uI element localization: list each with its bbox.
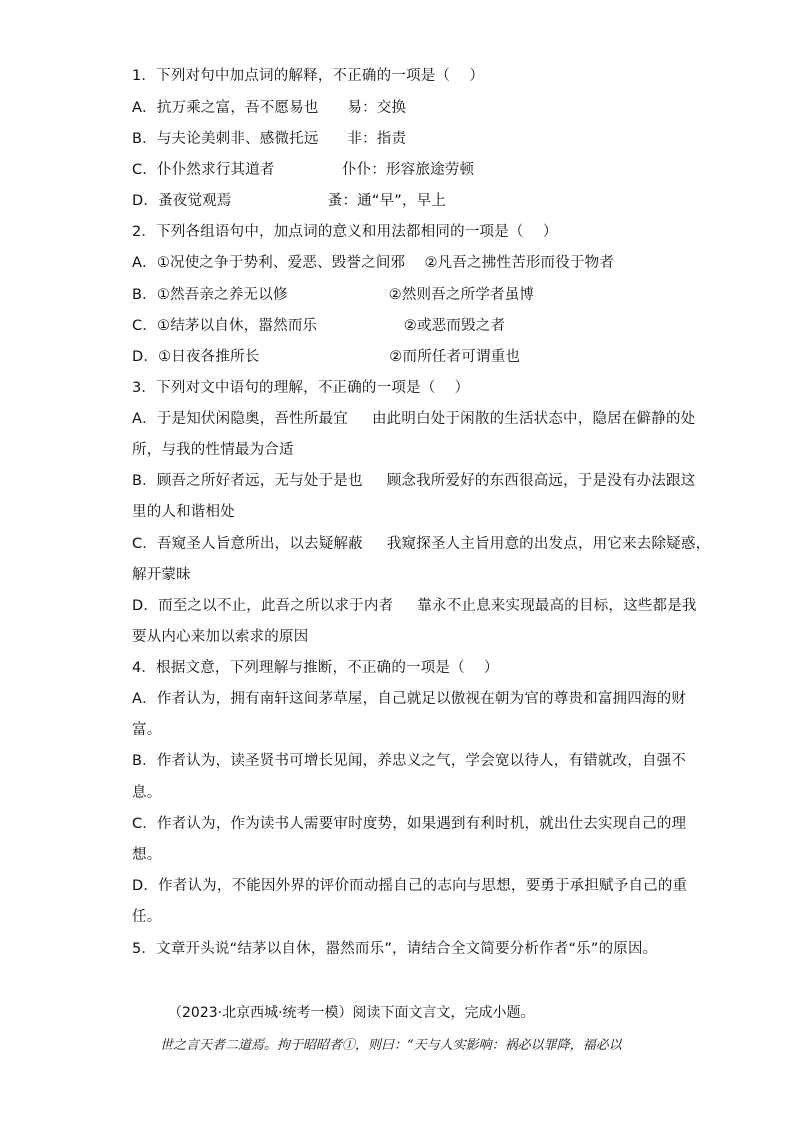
question-1-stem: 1．下列对句中加点词的解释，不正确的一项是（ ） [132, 68, 485, 84]
option-4c: C．作者认为，作为读书人需要审时度势，如果遇到有利时机，就出仕去实现自己的理 [132, 816, 687, 832]
option-3b-cont: 里的人和谐相处 [132, 504, 235, 520]
question-5-stem: 5．文章开头说“结茅以自休，嚣然而乐”，请结合全文简要分析作者“乐”的原因。 [132, 941, 658, 957]
option-4c-cont: 想。 [132, 847, 162, 863]
option-4a-cont: 富。 [132, 722, 162, 738]
option-3a-cont: 所，与我的性情最为合适 [132, 442, 294, 458]
option-4a: A．作者认为，拥有南轩这间茅草屋，自己就足以傲视在朝为官的尊贵和富拥四海的财 [132, 691, 687, 707]
option-4b: B．作者认为，读圣贤书可增长见闻，养忠义之气，学会宽以待人，有错就改，自强不 [132, 753, 687, 769]
passage-text: 世之言天者二道焉。拘于昭昭者①，则曰：“天与人实影响：祸必以罪降，福必以 [160, 1038, 622, 1053]
option-4d: D．作者认为，不能因外界的评价而动摇自己的志向与思想，要勇于承担赋予自己的重 [132, 878, 688, 894]
option-3a: A．于是知伏闲隐奥，吾性所最宜 由此明白处于闲散的生活状态中，隐居在僻静的处 [132, 411, 696, 427]
option-2a: A．①况使之争于势利、爱恶、毁誉之间邪 ②凡吾之拂性苦形而役于物者 [132, 255, 615, 271]
option-1a: A．抗万乘之富，吾不愿易也 易：交换 [132, 100, 407, 116]
option-1b: B．与夫论美刺非、感微托远 非：指责 [132, 131, 407, 147]
option-4b-cont: 息。 [132, 785, 162, 801]
option-4d-cont: 任。 [132, 909, 162, 925]
option-1c: C．仆仆然求行其道者 仆仆：形容旅途劳顿 [132, 162, 475, 178]
option-1d: D．蚤夜觉观焉 蚤：通“早”，早上 [132, 193, 447, 209]
option-3d-cont: 要从内心来加以索求的原因 [132, 629, 309, 645]
question-3-stem: 3．下列对文中语句的理解，不正确的一项是（ ） [132, 380, 470, 396]
question-4-stem: 4．根据文意，下列理解与推断，不正确的一项是（ ） [132, 660, 499, 676]
option-3d: D．而至之以不止，此吾之所以求于内者 靠永不止息来实现最高的目标，这些都是我 [132, 598, 697, 614]
option-3c: C．吾窥圣人旨意所出，以去疑解蔽 我窥探圣人主旨用意的出发点，用它来去除疑惑， [132, 536, 711, 552]
option-2b: B．①然吾亲之养无以修 ②然则吾之所学者虽博 [132, 287, 535, 303]
passage-intro: （2023·北京西城·统考一模）阅读下面文言文，完成小题。 [168, 1005, 535, 1021]
option-2d: D．①日夜各推所长 ②而所任者可谓重也 [132, 349, 521, 365]
option-3c-cont: 解开蒙昧 [132, 567, 191, 583]
option-2c: C．①结茅以自休，嚣然而乐 ②或恶而毁之者 [132, 318, 506, 334]
question-2-stem: 2．下列各组语句中，加点词的意义和用法都相同的一项是（ ） [132, 224, 558, 240]
option-3b: B．顾吾之所好者远，无与处于是也 顾念我所爱好的东西很高远，于是没有办法跟这 [132, 473, 696, 489]
